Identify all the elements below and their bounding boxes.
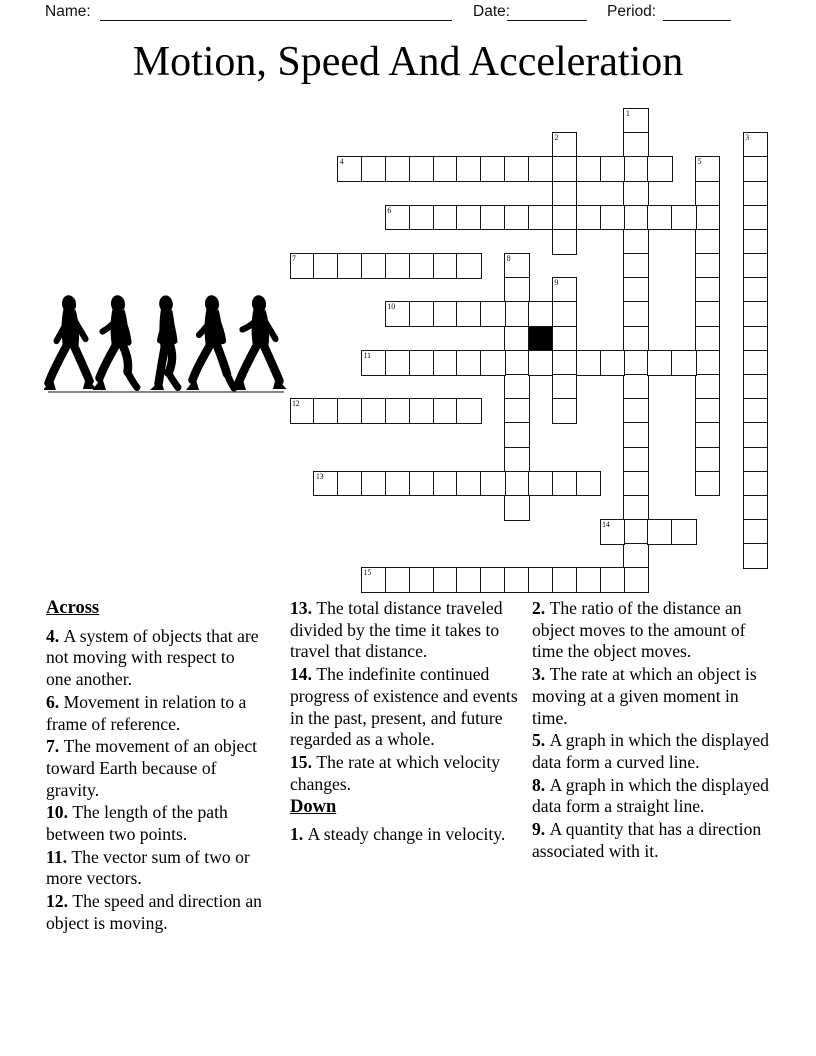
grid-cell[interactable]: [504, 277, 529, 303]
grid-cell[interactable]: [361, 398, 386, 424]
grid-cell[interactable]: [433, 301, 458, 327]
grid-cell[interactable]: [552, 350, 577, 376]
grid-cell[interactable]: [504, 205, 529, 231]
clue-text: A steady change in velocity.: [307, 824, 506, 845]
grid-cell[interactable]: [671, 205, 696, 231]
date-label: Date:: [473, 3, 511, 20]
grid-cell[interactable]: [528, 156, 553, 182]
walking-figures-image: [44, 294, 290, 396]
clue-number: 12.: [46, 891, 73, 912]
grid-cell-black: [528, 326, 553, 352]
grid-cell[interactable]: [552, 326, 577, 352]
cell-number: 4: [339, 157, 344, 167]
grid-cell[interactable]: [409, 253, 434, 279]
grid-cell[interactable]: [528, 471, 553, 497]
grid-cell[interactable]: [623, 398, 648, 424]
cell-number: 2: [554, 133, 559, 143]
grid-cell[interactable]: [456, 567, 481, 593]
grid-cell[interactable]: [313, 398, 338, 424]
grid-cell[interactable]: [671, 519, 696, 545]
clue-item-13: [290, 598, 526, 663]
grid-cell[interactable]: [647, 156, 672, 182]
grid-cell[interactable]: [433, 253, 458, 279]
cell-number: 14: [602, 520, 610, 530]
grid-cell[interactable]: [433, 156, 458, 182]
clue-number: 13.: [290, 598, 317, 618]
clue-number: 6.: [46, 691, 64, 712]
clues-heading-across: Across: [46, 598, 100, 618]
grid-cell[interactable]: [528, 205, 553, 231]
clues-column-down: [532, 598, 774, 863]
clues-column-middle: [290, 598, 526, 847]
grid-cell[interactable]: [313, 253, 338, 279]
clue-text: The rate at which an object is moving at a given moment in time.: [532, 664, 757, 728]
grid-cell[interactable]: [743, 326, 768, 352]
clue-text: The total distance traveled divided by the time it takes to travel that distance.: [290, 598, 503, 662]
grid-cell[interactable]: [504, 374, 529, 400]
grid-cell[interactable]: [313, 471, 338, 497]
grid-cell[interactable]: [290, 253, 315, 279]
grid-cell[interactable]: [504, 350, 529, 376]
grid-cell[interactable]: [504, 471, 529, 497]
grid-cell[interactable]: [623, 156, 648, 182]
grid-cell[interactable]: [552, 205, 577, 231]
clue-number: 14.: [290, 664, 317, 685]
grid-cell[interactable]: [480, 567, 505, 593]
grid-cell[interactable]: [528, 567, 553, 593]
grid-cell[interactable]: [623, 543, 648, 569]
grid-cell[interactable]: [552, 374, 577, 400]
grid-cell[interactable]: [743, 205, 768, 231]
grid-cell[interactable]: [743, 181, 768, 207]
grid-cell[interactable]: [623, 205, 648, 231]
grid-cell[interactable]: [600, 350, 625, 376]
clue-number: 5.: [532, 730, 550, 751]
grid-cell[interactable]: [337, 156, 362, 182]
grid-cell[interactable]: [433, 398, 458, 424]
grid-cell[interactable]: [600, 205, 625, 231]
grid-cell[interactable]: [409, 567, 434, 593]
grid-cell[interactable]: [695, 326, 720, 352]
grid-cell[interactable]: [528, 301, 553, 327]
grid-cell[interactable]: [695, 156, 720, 182]
grid-cell[interactable]: [647, 519, 672, 545]
grid-cell[interactable]: [385, 398, 410, 424]
clue-item-7: [46, 736, 264, 801]
clue-number: 8.: [532, 774, 550, 795]
grid-cell[interactable]: [433, 567, 458, 593]
grid-cell[interactable]: [456, 205, 481, 231]
grid-cell[interactable]: [695, 181, 720, 207]
clue-item-9: [532, 819, 774, 862]
grid-cell[interactable]: [743, 229, 768, 255]
grid-cell[interactable]: [504, 156, 529, 182]
grid-cell[interactable]: [695, 253, 720, 279]
clue-item-15: [290, 752, 526, 795]
clue-number: 4.: [46, 625, 64, 646]
grid-cell[interactable]: [504, 447, 529, 473]
grid-cell[interactable]: [409, 398, 434, 424]
grid-cell[interactable]: [647, 205, 672, 231]
cell-number: 3: [745, 133, 749, 143]
clue-item-11: [46, 847, 264, 890]
grid-cell[interactable]: [552, 398, 577, 424]
grid-cell[interactable]: [623, 326, 648, 352]
grid-cell[interactable]: [361, 350, 386, 376]
cell-number: 1: [625, 109, 630, 118]
grid-cell[interactable]: [337, 398, 362, 424]
grid-cell[interactable]: [409, 301, 434, 327]
clue-text: Movement in relation to a frame of reference.: [46, 691, 247, 734]
clue-text: A graph in which the displayed data form a straight line.: [532, 774, 769, 817]
grid-cell[interactable]: [528, 350, 553, 376]
clue-number: 1.: [290, 824, 308, 845]
grid-cell[interactable]: [290, 398, 315, 424]
grid-cell[interactable]: [576, 156, 601, 182]
grid-cell[interactable]: [623, 495, 648, 521]
grid-cell[interactable]: [743, 422, 768, 448]
grid-cell[interactable]: [600, 156, 625, 182]
clue-item-2: [532, 598, 774, 663]
grid-cell[interactable]: [385, 253, 410, 279]
clue-text: A system of objects that are not moving with respect to one another.: [46, 625, 259, 690]
grid-cell[interactable]: [361, 156, 386, 182]
grid-cell[interactable]: [385, 350, 410, 376]
cell-number: 8: [506, 254, 511, 264]
clue-number: 10.: [46, 802, 73, 823]
grid-cell[interactable]: [576, 205, 601, 231]
period-label: Period:: [607, 3, 657, 20]
grid-cell[interactable]: [456, 350, 481, 376]
clue-item-14: [290, 664, 526, 751]
cell-number: 11: [363, 350, 371, 360]
grid-cell[interactable]: [409, 156, 434, 182]
clue-text: The ratio of the distance an object moves to the amount of time the object moves.: [532, 598, 746, 662]
grid-cell[interactable]: [743, 156, 768, 182]
grid-cell[interactable]: [409, 471, 434, 497]
clue-item-1: [290, 824, 526, 846]
grid-cell[interactable]: [409, 350, 434, 376]
grid-cell[interactable]: [743, 495, 768, 521]
grid-cell[interactable]: [600, 519, 625, 545]
grid-cell[interactable]: [695, 301, 720, 327]
grid-cell[interactable]: [552, 301, 577, 327]
grid-cell[interactable]: [456, 301, 481, 327]
grid-cell[interactable]: [743, 301, 768, 327]
grid-cell[interactable]: [623, 471, 648, 497]
grid-cell[interactable]: [480, 205, 505, 231]
clue-text: The vector sum of two or more vectors.: [46, 846, 250, 889]
grid-cell[interactable]: [480, 350, 505, 376]
grid-cell[interactable]: [623, 519, 648, 545]
cell-number: 13: [315, 471, 324, 481]
cell-number: 7: [292, 254, 296, 264]
grid-cell[interactable]: [623, 567, 648, 593]
grid-cell[interactable]: [623, 374, 648, 400]
grid-cell[interactable]: [743, 277, 768, 303]
clue-text: A quantity that has a direction associated with it.: [532, 819, 762, 861]
grid-cell[interactable]: [552, 277, 577, 303]
grid-cell[interactable]: [623, 229, 648, 255]
grid-cell[interactable]: [623, 132, 648, 158]
grid-cell[interactable]: [695, 422, 720, 448]
grid-cell[interactable]: [552, 471, 577, 497]
grid-cell[interactable]: [623, 422, 648, 448]
grid-cell[interactable]: [385, 205, 410, 231]
grid-cell[interactable]: [409, 205, 434, 231]
grid-cell[interactable]: [671, 350, 696, 376]
cell-number: 15: [363, 568, 372, 578]
grid-cell[interactable]: [743, 447, 768, 473]
clue-text: The rate at which velocity changes.: [290, 751, 501, 794]
grid-cell[interactable]: [552, 229, 577, 255]
cell-number: 9: [554, 278, 559, 288]
grid-cell[interactable]: [361, 253, 386, 279]
clue-text: The length of the path between two points.: [46, 802, 228, 845]
clue-number: 15.: [290, 751, 317, 772]
grid-cell[interactable]: [743, 519, 768, 545]
grid-cell[interactable]: [695, 205, 720, 231]
clue-item-12: [46, 891, 264, 934]
grid-cell[interactable]: [576, 567, 601, 593]
clue-number: 7.: [46, 736, 64, 757]
clue-item-6: [46, 692, 264, 735]
cell-number: 5: [697, 157, 702, 167]
cell-number: 6: [387, 205, 392, 215]
grid-cell[interactable]: [623, 253, 648, 279]
grid-cell[interactable]: [743, 398, 768, 424]
grid-cell[interactable]: [743, 253, 768, 279]
grid-cell[interactable]: [456, 253, 481, 279]
grid-cell[interactable]: [385, 471, 410, 497]
grid-cell[interactable]: [623, 447, 648, 473]
grid-cell[interactable]: [743, 543, 768, 569]
grid-cell[interactable]: [504, 326, 529, 352]
grid-cell[interactable]: [361, 567, 386, 593]
clue-item-5: [532, 730, 774, 773]
grid-cell[interactable]: [576, 471, 601, 497]
cell-number: 12: [292, 399, 300, 409]
grid-cell[interactable]: [743, 471, 768, 497]
grid-cell[interactable]: [552, 156, 577, 182]
clue-text: A graph in which the displayed data form a curved line.: [532, 730, 769, 772]
grid-cell[interactable]: [695, 350, 720, 376]
clue-number: 9.: [532, 819, 550, 840]
clue-text: The speed and direction an object is moving.: [46, 891, 262, 933]
grid-cell[interactable]: [480, 301, 505, 327]
grid-cell[interactable]: [695, 471, 720, 497]
grid-cell[interactable]: [337, 253, 362, 279]
grid-cell[interactable]: [480, 471, 505, 497]
grid-cell[interactable]: [743, 350, 768, 376]
grid-cell[interactable]: [385, 567, 410, 593]
grid-cell[interactable]: [504, 567, 529, 593]
grid-cell[interactable]: [695, 398, 720, 424]
grid-cell[interactable]: [504, 253, 529, 279]
clue-item-3: [532, 664, 774, 729]
grid-cell[interactable]: [623, 108, 648, 134]
grid-cell[interactable]: [623, 277, 648, 303]
grid-cell[interactable]: [480, 156, 505, 182]
grid-cell[interactable]: [695, 229, 720, 255]
grid-cell[interactable]: [337, 471, 362, 497]
grid-cell[interactable]: [647, 350, 672, 376]
grid-cell[interactable]: [695, 277, 720, 303]
clues-column-across: [46, 598, 264, 936]
grid-cell[interactable]: [504, 301, 529, 327]
clue-item-4: [46, 626, 264, 691]
clue-text: The movement of an object toward Earth because of gravity.: [46, 736, 258, 800]
grid-cell[interactable]: [456, 156, 481, 182]
grid-cell[interactable]: [695, 447, 720, 473]
grid-cell[interactable]: [504, 495, 529, 521]
cell-number: 10: [387, 302, 395, 312]
grid-cell[interactable]: [504, 422, 529, 448]
name-label: Name:: [45, 3, 91, 20]
clue-number: 2.: [532, 598, 550, 618]
clue-number: 11.: [46, 846, 72, 867]
grid-cell[interactable]: [361, 471, 386, 497]
grid-cell[interactable]: [456, 398, 481, 424]
grid-cell[interactable]: [600, 567, 625, 593]
grid-cell[interactable]: [456, 471, 481, 497]
grid-cell[interactable]: [552, 132, 577, 158]
grid-cell[interactable]: [623, 350, 648, 376]
clue-text: The indefinite continued progress of existence and events in the past, present, and future regarded as a whole.: [290, 664, 518, 750]
grid-cell[interactable]: [433, 205, 458, 231]
grid-cell[interactable]: [385, 156, 410, 182]
clue-item-10: [46, 802, 264, 845]
clue-item-8: [532, 775, 774, 818]
grid-cell[interactable]: [743, 132, 768, 158]
grid-cell[interactable]: [552, 567, 577, 593]
grid-cell[interactable]: [576, 350, 601, 376]
clue-number: 3.: [532, 664, 550, 685]
grid-cell[interactable]: [695, 374, 720, 400]
grid-cell[interactable]: [433, 350, 458, 376]
grid-cell[interactable]: [385, 301, 410, 327]
grid-cell[interactable]: [743, 374, 768, 400]
grid-cell[interactable]: [552, 181, 577, 207]
grid-cell[interactable]: [433, 471, 458, 497]
grid-cell[interactable]: [623, 301, 648, 327]
page-title: Motion, Speed And Acceleration: [132, 39, 684, 85]
grid-cell[interactable]: [504, 398, 529, 424]
grid-cell[interactable]: [623, 181, 648, 207]
clues-heading-down: Down: [290, 797, 337, 818]
